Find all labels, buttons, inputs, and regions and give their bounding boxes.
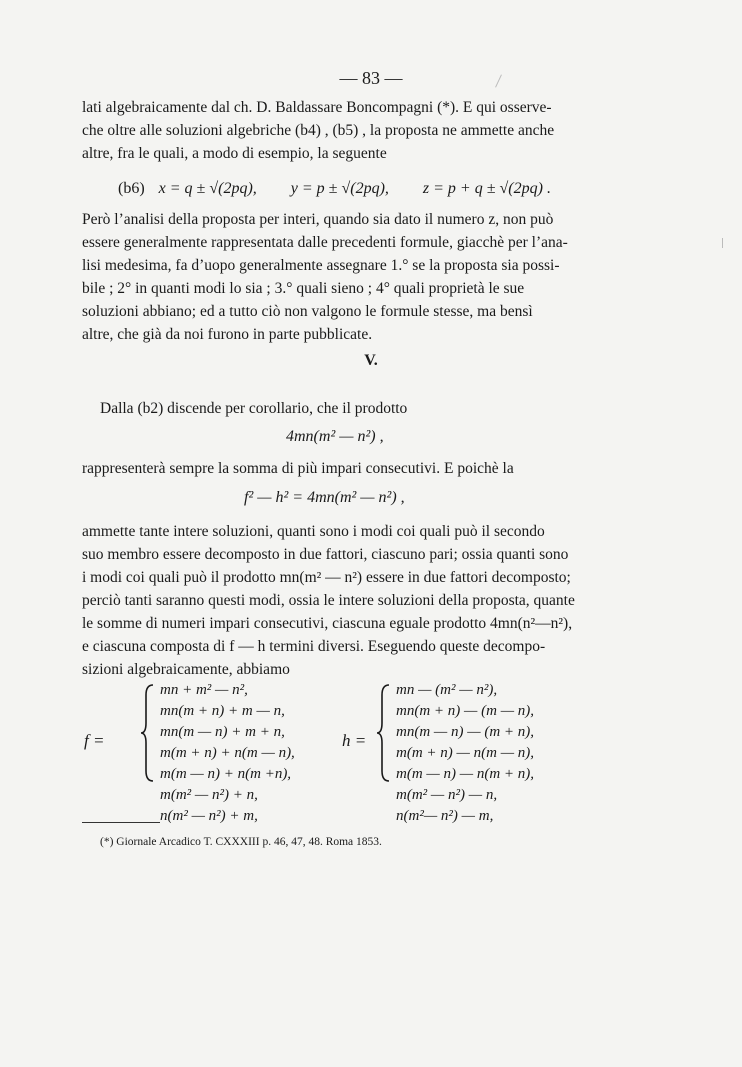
- formula-y: y = p ± √(2pq),: [290, 180, 389, 197]
- f-system: [160, 680, 295, 827]
- formula-x: x = q ± √(2pq),: [158, 180, 257, 197]
- f-row: m(m — n) + n(m +n),: [160, 766, 292, 782]
- text-line: lisi medesima, fa d’uopo generalmente assegnare 1.° se la proposta sia possi-: [82, 257, 560, 274]
- f-row: mn(m — n) + m + n,: [160, 724, 285, 740]
- f-row: m(m² — n²) + n,: [160, 787, 258, 803]
- f-label: f =: [84, 731, 105, 750]
- text-line: suo membro essere decomposto in due fattori, ciascuno pari; ossia quanti sono: [82, 546, 569, 563]
- h-row: mn(m + n) — (m — n),: [396, 703, 535, 719]
- formula-label: (b6): [118, 180, 145, 197]
- text-line: ammette tante intere soluzioni, quanti sono i modi coi quali può il secondo: [82, 523, 545, 540]
- scan-mark: [722, 238, 723, 248]
- section-title: V.: [364, 352, 378, 369]
- text-line: sizioni algebraicamente, abbiamo: [82, 661, 290, 678]
- text-line: che oltre alle soluzioni algebriche (b4) , (b5) , la proposta ne ammette anche: [82, 122, 555, 139]
- paragraph-3: [100, 397, 614, 420]
- text-line: altre, fra le quali, a modo di esempio, la seguente: [82, 145, 387, 162]
- left-brace-f: [140, 683, 158, 783]
- text-line: e ciascuna composta di f — h termini diversi. Eseguendo queste decompo-: [82, 638, 546, 655]
- f-row: mn + m² — n²,: [160, 682, 248, 698]
- paragraph-1: [82, 96, 614, 165]
- page-number: — 83 —: [339, 68, 403, 88]
- paragraph-5: [82, 520, 614, 681]
- text-line: rappresenterà sempre la somma di più impari consecutivi. E poichè la: [82, 460, 514, 477]
- h-row: m(m + n) — n(m — n),: [396, 745, 535, 761]
- f-row: n(m² — n²) + m,: [160, 808, 258, 824]
- left-brace-h: [376, 683, 394, 783]
- text-line: i modi coi quali può il prodotto mn(m² — n²) essere in due fattori decomposto;: [82, 569, 571, 586]
- text-line: lati algebraicamente dal ch. D. Baldassare Boncompagni (*). E qui osserve-: [82, 99, 552, 116]
- text-line: Dalla (b2) discende per corollario, che il prodotto: [100, 400, 408, 417]
- text-line: essere generalmente rappresentata dalle precedenti formule, giacchè per l’ana-: [82, 234, 568, 251]
- h-row: m(m² — n²) — n,: [396, 787, 498, 803]
- formula-b6: [118, 180, 551, 198]
- h-row: n(m²— n²) — m,: [396, 808, 494, 824]
- formula-z: z = p + q ± √(2pq) .: [422, 180, 551, 197]
- paragraph-2: [82, 208, 614, 346]
- h-row: mn(m — n) — (m + n),: [396, 724, 535, 740]
- footnote-rule: [82, 822, 160, 823]
- footnote: (*) Giornale Arcadico T. CXXXIII p. 46, 47, 48. Roma 1853.: [100, 836, 382, 848]
- text-line: soluzioni abbiano; ed a tutto ciò non valgono le formule stesse, ma bensì: [82, 303, 533, 320]
- formula-product: 4mn(m² — n²) ,: [286, 428, 384, 445]
- f-row: mn(m + n) + m — n,: [160, 703, 285, 719]
- formula-f-h: f² — h² = 4mn(m² — n²) ,: [244, 489, 405, 506]
- f-row: m(m + n) + n(m — n),: [160, 745, 295, 761]
- text-line: altre, che già da noi furono in parte pubblicate.: [82, 326, 373, 343]
- text-line: Però l’analisi della proposta per interi, quando sia dato il numero z, non può: [82, 211, 554, 228]
- text-line: perciò tanti saranno questi modi, ossia le intere soluzioni della proposta, quante: [82, 592, 575, 609]
- text-line: le somme di numeri impari consecutivi, ciascuna eguale prodotto 4mn(n²—n²),: [82, 615, 573, 632]
- h-system: [396, 680, 534, 827]
- h-row: mn — (m² — n²),: [396, 682, 498, 698]
- text-line: bile ; 2° in quanti modi lo sia ; 3.° quali sieno ; 4° quali proprietà le sue: [82, 280, 525, 297]
- h-label: h =: [342, 731, 367, 750]
- h-row: m(m — n) — n(m + n),: [396, 766, 535, 782]
- paragraph-4: [82, 457, 614, 480]
